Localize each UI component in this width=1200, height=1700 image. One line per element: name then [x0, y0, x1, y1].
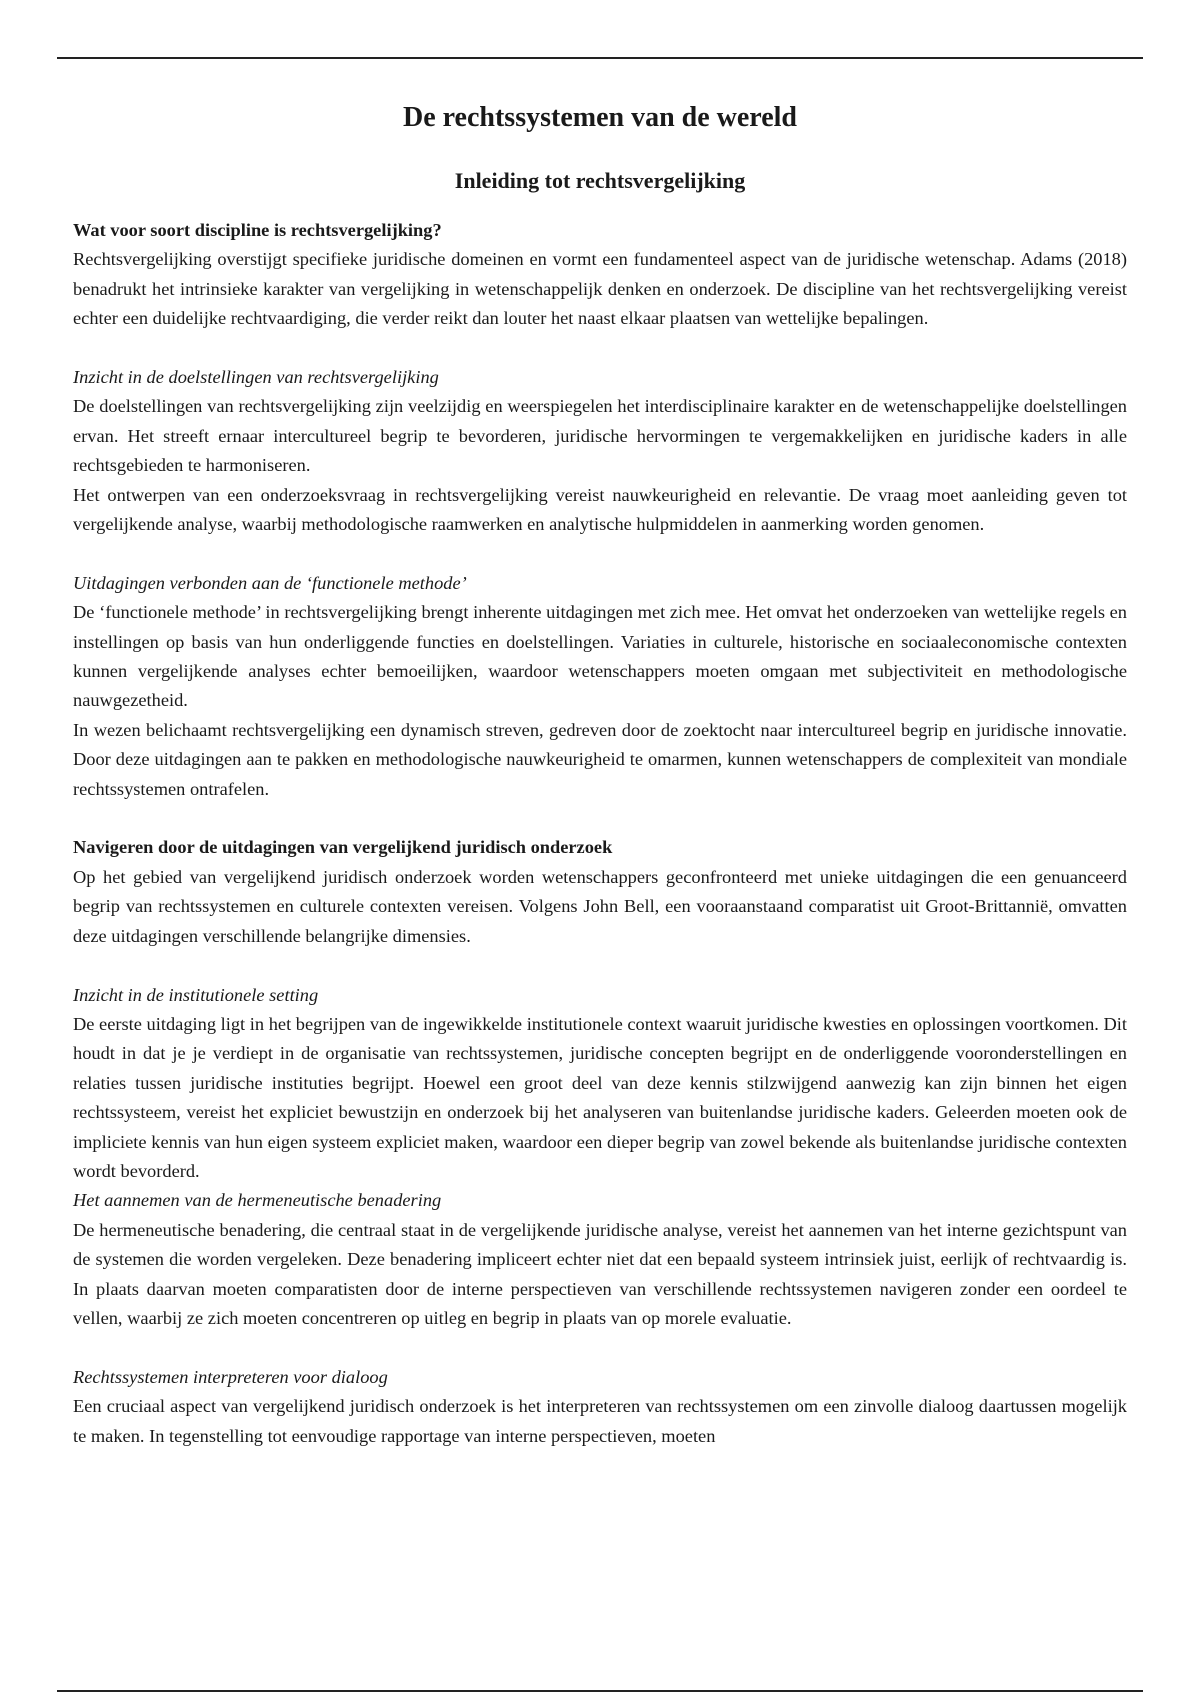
top-rule [57, 57, 1143, 59]
subsection-heading: Uitdagingen verbonden aan de ‘functionele methode’ [73, 572, 467, 593]
paragraph: De doelstellingen van rechtsvergelijking zijn veelzijdig en weerspiegelen het interdisciplinaire karakter en de wetenschappelijke doelstellingen ervan. Het streeft ernaar intercultureel begrip te bevorderen, juridische hervormingen te vergemakkelijken en juridische kaders in alle rechtsgebieden te harmoniseren. [73, 396, 1127, 476]
paragraph: De ‘functionele methode’ in rechtsvergelijking brengt inherente uitdagingen met zich mee. Het omvat het onderzoeken van wettelijke regels en instellingen op basis van hun onderliggende functies en doelstellingen. Variaties in culturele, historische en sociaaleconomische contexten kunnen vergelijkende analyses echter bemoeilijken, waardoor wetenschappers moeten omgaan met subjectiviteit en methodologische nauwgezetheid. [73, 602, 1127, 711]
subsection-heading: Inzicht in de institutionele setting [73, 984, 319, 1005]
paragraph: Rechtsvergelijking overstijgt specifieke juridische domeinen en vormt een fundamenteel aspect van de juridische wetenschap. Adams (2018) benadrukt het intrinsieke karakter van vergelijking in wetenschappelijk denken en onderzoek. De discipline van het rechtsvergelijking vereist echter een duidelijke rechtvaardiging, die verder reikt dan louter het naast elkaar plaatsen van wettelijke bepalingen. [73, 249, 1127, 329]
bottom-rule [57, 1690, 1143, 1692]
paragraph: De eerste uitdaging ligt in het begrijpen van de ingewikkelde institutionele context waaruit juridische kwesties en oplossingen voortkomen. Dit houdt in dat je je verdiept in de organisatie van rechtssystemen, juridische concepten begrijpt en de onderliggende vooronderstellingen en relaties tussen juridische instituties begrijpt. Hoewel een groot deel van deze kennis stilzwijgend aanwezig kan zijn binnen het eigen rechtssysteem, vereist het expliciet bewustzijn en onderzoek bij het analyseren van buitenlandse juridische kaders. Geleerden moeten ook de impliciete kennis van hun eigen systeem expliciet maken, waardoor een dieper begrip van zowel bekende als buitenlandse juridische contexten wordt bevorderd. [73, 1013, 1127, 1181]
subsection-heading: Rechtssystemen interpreteren voor dialoog [73, 1366, 388, 1387]
paragraph: Het ontwerpen van een onderzoeksvraag in rechtsvergelijking vereist nauwkeurigheid en relevantie. De vraag moet aanleiding geven tot vergelijkende analyse, waarbij methodologische raamwerken en analytische hulpmiddelen in aanmerking worden genomen. [73, 484, 1127, 535]
paragraph: Op het gebied van vergelijkend juridisch onderzoek worden wetenschappers geconfronteerd met unieke uitdagingen die een genuanceerd begrip van rechtssystemen en culturele contexten vereisen. Volgens John Bell, een vooraanstaand comparatist uit Groot-Brittannië, omvatten deze uitdagingen verschillende belangrijke dimensies. [73, 866, 1127, 946]
paragraph: In wezen belichaamt rechtsvergelijking een dynamisch streven, gedreven door de zoektocht naar intercultureel begrip en juridische innovatie. Door deze uitdagingen aan te pakken en methodologische nauwkeurigheid te omarmen, kunnen wetenschappers de complexiteit van mondiale rechtssystemen ontrafelen. [73, 719, 1127, 799]
paragraph: Een cruciaal aspect van vergelijkend juridisch onderzoek is het interpreteren van rechtssystemen om een zinvolle dialoog daartussen mogelijk te maken. In tegenstelling tot eenvoudige rapportage van interne perspectieven, moeten [73, 1396, 1127, 1446]
subsection-heading: Het aannemen van de hermeneutische benadering [73, 1190, 442, 1211]
section-heading: Navigeren door de uitdagingen van vergelijkend juridisch onderzoek [73, 837, 613, 858]
document-body [73, 96, 1127, 1451]
document-subtitle: Inleiding tot rechtsvergelijking [454, 168, 746, 193]
document-title: De rechtssystemen van de wereld [402, 102, 797, 133]
section-heading: Wat voor soort discipline is rechtsvergelijking? [73, 220, 442, 240]
paragraph: De hermeneutische benadering, die centraal staat in de vergelijkende juridische analyse, vereist het aannemen van het interne gezichtspunt van de systemen die worden vergeleken. Deze benadering impliceert echter niet dat een bepaald systeem intrinsiek juist, eerlijk of rechtvaardig is. In plaats daarvan moeten comparatisten door de interne perspectieven van verschillende rechtssystemen navigeren zonder een oordeel te vellen, waarbij ze zich moeten concentreren op uitleg en begrip in plaats van op morele evaluatie. [73, 1219, 1127, 1328]
subsection-heading: Inzicht in de doelstellingen van rechtsvergelijking [73, 367, 439, 388]
